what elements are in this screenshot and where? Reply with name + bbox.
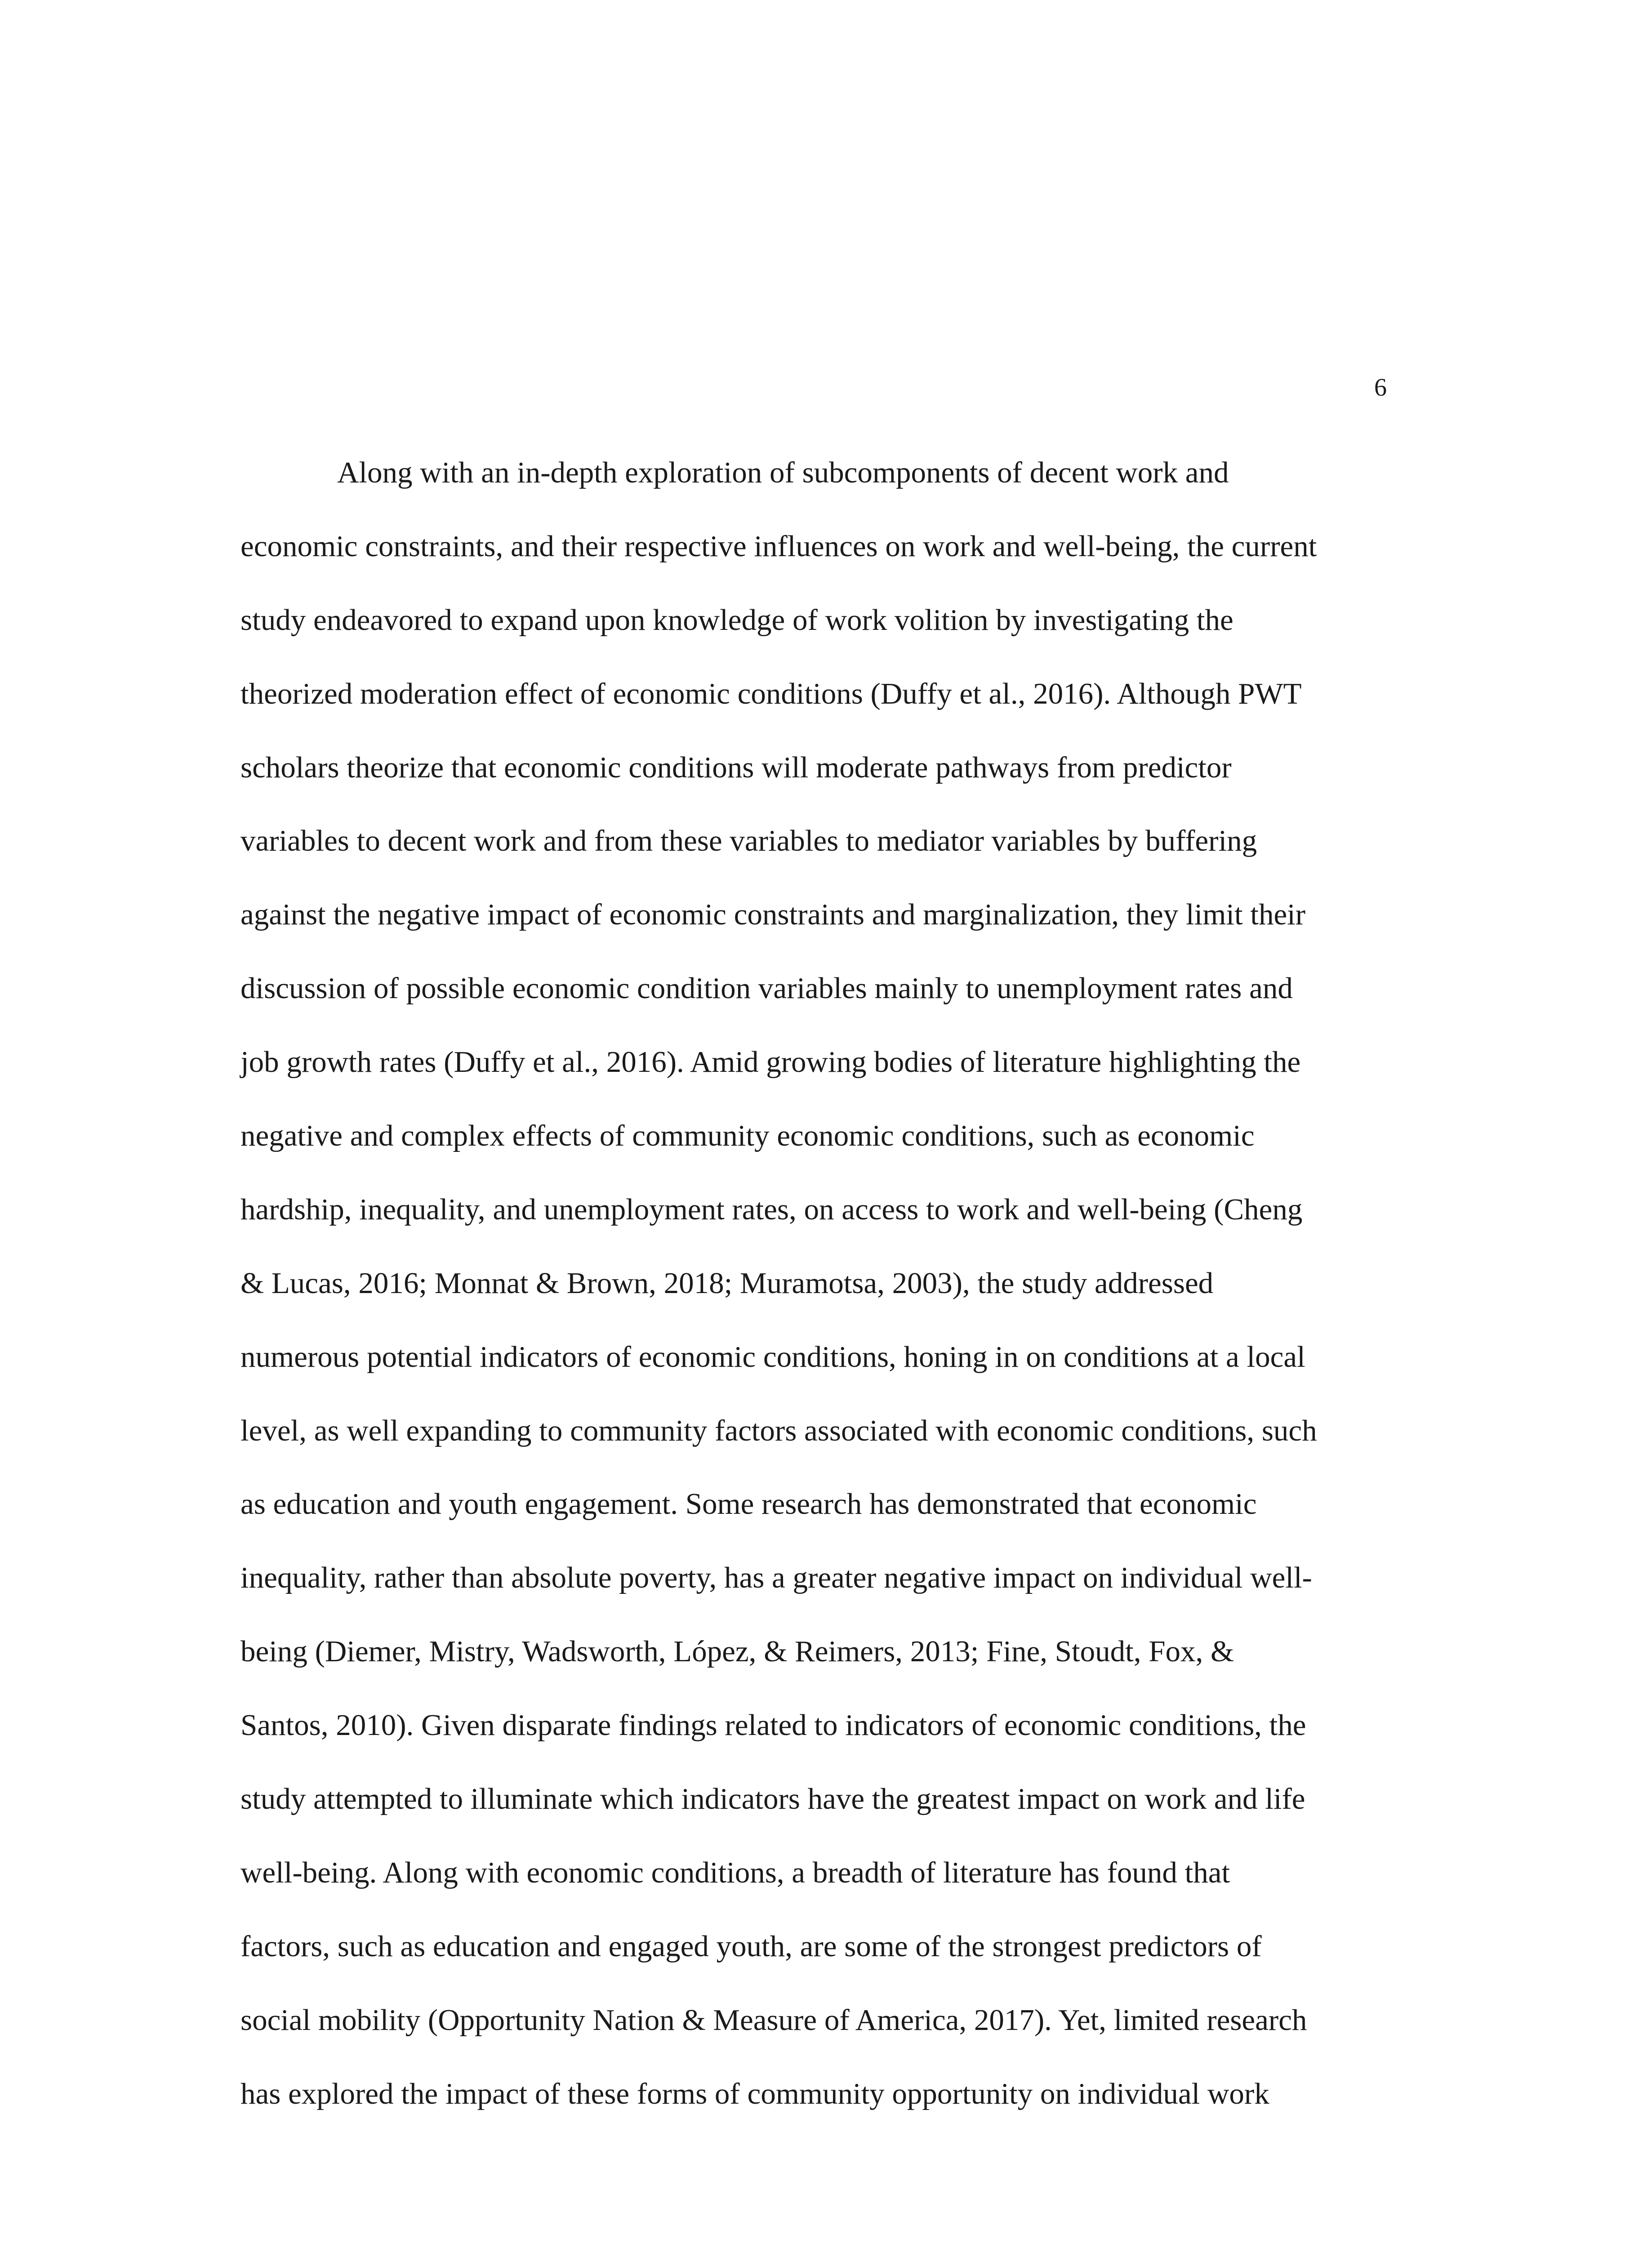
text-line: negative and complex effects of community economic conditions, such as economic (240, 1119, 1255, 1153)
text-line: social mobility (Opportunity Nation & Measure of America, 2017). Yet, limited research (240, 2003, 1307, 2037)
body-paragraph (240, 436, 1391, 2131)
text-line: well-being. Along with economic conditions, a breadth of literature has found that (240, 1855, 1230, 1889)
text-line: as education and youth engagement. Some research has demonstrated that economic (240, 1487, 1257, 1521)
text-line: numerous potential indicators of economic conditions, honing in on conditions at a local (240, 1340, 1305, 1374)
text-line: level, as well expanding to community factors associated with economic conditions, such (240, 1414, 1317, 1447)
text-line: being (Diemer, Mistry, Wadsworth, López, & Reimers, 2013; Fine, Stoudt, Fox, & (240, 1635, 1234, 1668)
text-line: discussion of possible economic condition variables mainly to unemployment rates and (240, 972, 1293, 1005)
text-line: theorized moderation effect of economic conditions (Duffy et al., 2016). Although PWT (240, 677, 1302, 710)
text-line: hardship, inequality, and unemployment rates, on access to work and well-being (Cheng (240, 1192, 1303, 1226)
text-line: study endeavored to expand upon knowledge of work volition by investigating the (240, 603, 1233, 637)
text-line: variables to decent work and from these variables to mediator variables by buffering (240, 824, 1257, 858)
text-line: against the negative impact of economic constraints and marginalization, they limit their (240, 898, 1306, 932)
text-line: job growth rates (Duffy et al., 2016). Amid growing bodies of literature highlighting the (240, 1045, 1301, 1079)
text-line: economic constraints, and their respective influences on work and well-being, the current (240, 529, 1317, 563)
text-line: scholars theorize that economic conditions will moderate pathways from predictor (240, 750, 1232, 784)
text-line: study attempted to illuminate which indicators have the greatest impact on work and life (240, 1782, 1305, 1816)
page-number: 6 (1374, 374, 1387, 401)
text-line: inequality, rather than absolute poverty, has a greater negative impact on individual well- (240, 1561, 1312, 1595)
text-line: factors, such as education and engaged youth, are some of the strongest predictors of (240, 1929, 1262, 1963)
text-line: Along with an in-depth exploration of subcomponents of decent work and (337, 456, 1229, 489)
text-line: & Lucas, 2016; Monnat & Brown, 2018; Muramotsa, 2003), the study addressed (240, 1266, 1214, 1300)
text-line: Santos, 2010). Given disparate findings related to indicators of economic conditions, the (240, 1708, 1306, 1742)
text-line: has explored the impact of these forms of community opportunity on individual work (240, 2077, 1269, 2110)
